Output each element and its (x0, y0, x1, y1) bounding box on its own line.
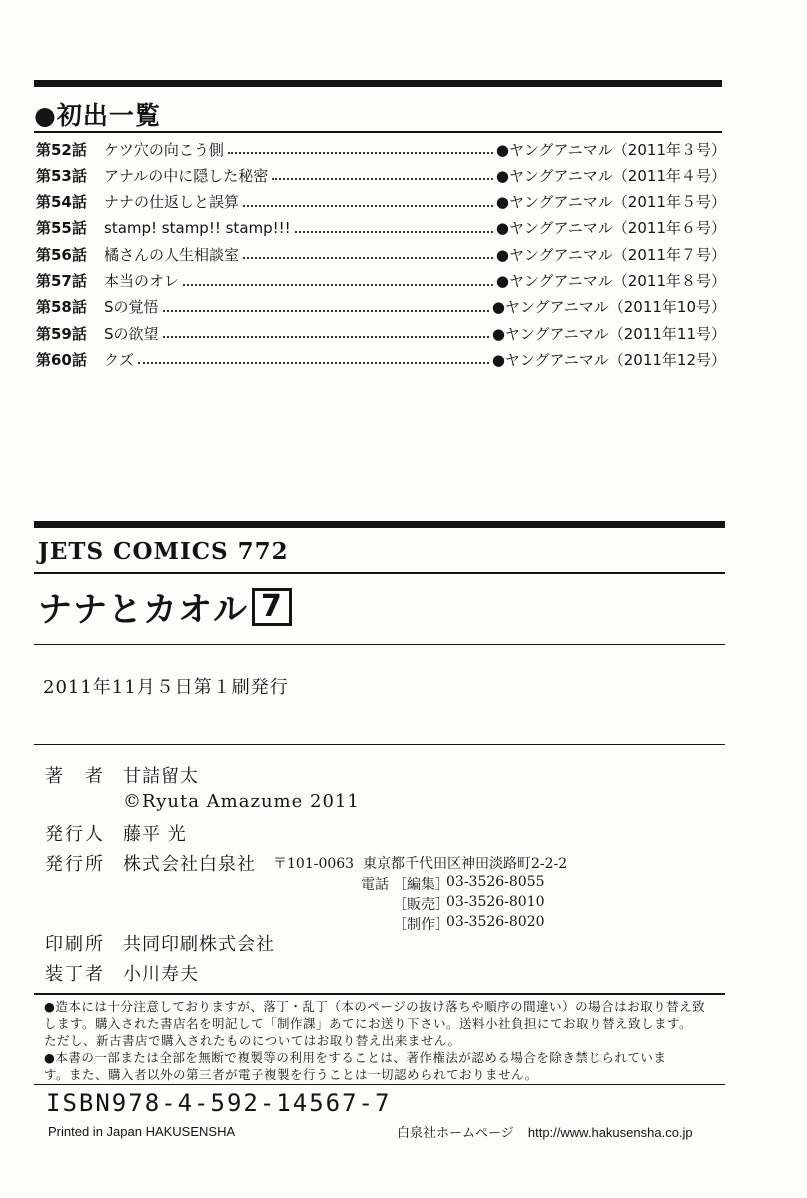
phone-label: 電話 (361, 877, 389, 893)
colophon-top-rule (34, 521, 725, 528)
series-label: JETS COMICS 772 (38, 538, 289, 565)
first-appearance-heading: ●初出一覧 (34, 101, 161, 130)
phone-dept-editorial: ［編集］ (393, 877, 449, 893)
episode-number: 第59話 (36, 324, 87, 343)
leader-dots (295, 231, 493, 233)
episode-source: ●ヤングアニマル（2011年７号） (495, 245, 726, 264)
leader-dots (228, 152, 493, 154)
top-rule (34, 80, 722, 87)
homepage-label: 白泉社ホームページ (397, 1126, 514, 1141)
address: 東京都千代田区神田淡路町2-2-2 (363, 856, 568, 872)
binder-name: 小川寿夫 (123, 964, 199, 985)
leader-dots (183, 284, 493, 286)
episode-title: 橘さんの人生相談室 (104, 245, 240, 264)
leader-dots (272, 178, 493, 180)
title-rule (34, 644, 725, 645)
notice-top-rule (34, 993, 725, 995)
notice-line: ●造本には十分注意しておりますが、落丁・乱丁（本のページの抜け落ちや順序の間違い）の場合はお取り替え致 (44, 999, 706, 1014)
printed-in-japan: Printed in Japan HAKUSENSHA (48, 1124, 236, 1139)
notice-line: す。また、購入者以外の第三者が電子複製を行うことは一切認められておりません。 (44, 1067, 538, 1082)
notice-line: します。購入された書店名を明記して「制作課」あてにお送り下さい。送料小社負担にてお取り替え致します。 (44, 1016, 693, 1031)
phone-number-sales: 03-3526-8010 (446, 894, 545, 910)
notice-block (44, 998, 744, 1083)
episode-number: 第56話 (36, 245, 87, 264)
episode-row (36, 346, 726, 372)
leader-dots (163, 336, 489, 338)
publication-date: 2011年11月５日第１刷発行 (43, 677, 289, 698)
episode-title: クズ (104, 350, 134, 369)
printer-name: 共同印刷株式会社 (123, 934, 275, 955)
phone-number-editorial: 03-3526-8055 (446, 874, 545, 890)
episode-title: ナナの仕返しと誤算 (104, 193, 240, 212)
episode-number: 第54話 (36, 193, 87, 212)
publisher-label: 発行所 (45, 854, 105, 875)
series-rule (34, 572, 725, 574)
leader-dots (243, 257, 493, 259)
author-label: 著 者 (45, 766, 105, 787)
episode-number: 第57話 (36, 272, 87, 290)
notice-line: ただし、新古書店で購入されたものについてはお取り替え出来ません。 (44, 1033, 461, 1048)
episode-source: ●ヤングアニマル（2011年６号） (495, 219, 726, 238)
episode-source: ●ヤングアニマル（2011年８号） (495, 272, 726, 290)
episode-number: 第55話 (36, 219, 87, 238)
book-title-text: ナナとカオル (38, 590, 248, 630)
first-appearance-heading-rule (34, 131, 722, 133)
copyright: ©Ryuta Amazume 2011 (123, 791, 360, 812)
phone-dept-sales: ［販売］ (393, 897, 449, 913)
postal-code: 〒101-0063 (273, 856, 355, 872)
episode-title: stamp! stamp!! stamp!!! (104, 218, 291, 237)
episode-title: ケツ穴の向こう側 (104, 140, 224, 159)
episode-row (36, 136, 726, 162)
episode-title: アナルの中に隠した秘密 (104, 166, 269, 185)
episode-row (36, 241, 726, 267)
episode-source: ●ヤングアニマル（2011年４号） (495, 166, 726, 185)
episode-source: ●ヤングアニマル（2011年３号） (495, 140, 726, 159)
episode-row (36, 320, 726, 346)
episode-source: ●ヤングアニマル（2011年12号） (491, 350, 726, 369)
episode-source: ●ヤングアニマル（2011年５号） (495, 193, 726, 212)
episode-row (36, 215, 726, 241)
episode-number: 第52話 (36, 140, 87, 159)
phone-number-production: 03-3526-8020 (446, 914, 545, 930)
publisher-person-label: 発行人 (45, 824, 105, 845)
binder-label: 装丁者 (45, 964, 105, 985)
leader-dots (243, 205, 493, 207)
episode-row (36, 294, 726, 320)
leader-dots (163, 310, 489, 312)
episode-source: ●ヤングアニマル（2011年11号） (491, 324, 726, 343)
pubdate-rule (34, 744, 725, 745)
episode-number: 第60話 (36, 350, 87, 369)
publisher-name: 株式会社白泉社 (123, 854, 256, 875)
leader-dots (138, 362, 489, 364)
homepage-url: http://www.hakusensha.co.jp (527, 1125, 693, 1140)
episode-number: 第58話 (36, 298, 87, 317)
author-name: 甘詰留太 (123, 766, 199, 787)
homepage (397, 1122, 693, 1141)
volume-number: 7 (252, 588, 292, 626)
phone-dept-production: ［制作］ (393, 917, 449, 933)
episode-title: 本当のオレ (104, 272, 180, 290)
notice-line: ●本書の一部または全部を無断で複製等の利用をすることは、著作権法が認める場合を除き禁じられていま (44, 1050, 667, 1065)
episode-row (36, 189, 726, 215)
episode-title: Sの覚悟 (104, 298, 159, 317)
publisher-person: 藤平 光 (123, 824, 187, 845)
episode-title: Sの欲望 (104, 324, 159, 343)
episode-source: ●ヤングアニマル（2011年10号） (491, 298, 726, 317)
book-title (38, 582, 292, 631)
episode-row (36, 268, 726, 294)
printer-label: 印刷所 (45, 934, 105, 955)
isbn: ISBN978-4-592-14567-7 (46, 1089, 392, 1117)
episode-number: 第53話 (36, 166, 87, 185)
isbn-top-rule (34, 1084, 725, 1085)
episode-row (36, 162, 726, 188)
